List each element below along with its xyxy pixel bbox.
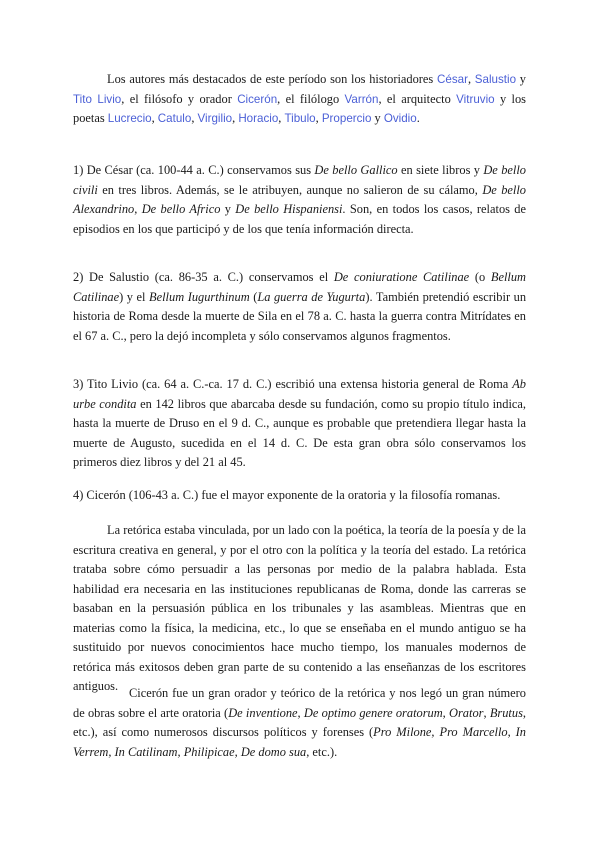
link-cesar[interactable]: César <box>437 73 468 86</box>
intro-text: , <box>467 72 475 86</box>
paragraph-retorica <box>73 521 526 697</box>
intro-text: , <box>232 111 239 125</box>
text: 2) De Salustio (ca. 86-35 a. C.) conservamos el <box>73 270 334 284</box>
work-title: De bello civili <box>73 163 526 197</box>
link-lucrecio[interactable]: Lucrecio <box>107 112 152 125</box>
text: en tres libros. Además, se le atribuyen, aunque no salieron de su cálamo, <box>97 182 483 197</box>
work-title: Brutus <box>489 705 523 720</box>
link-tito-livio[interactable]: Tito Livio <box>73 92 122 106</box>
intro-text: y los poetas <box>73 91 526 125</box>
text: , <box>134 202 142 216</box>
work-title: De bello Africo <box>141 202 221 216</box>
work-title: De coniuratione Catilinae <box>333 270 470 284</box>
link-ciceron[interactable]: Cicerón <box>237 92 278 106</box>
text: 1) De César (ca. 100-44 a. C.) conservamos sus <box>73 163 315 177</box>
text: en siete libros y <box>397 163 484 177</box>
work-title: La guerra de Yugurta <box>257 289 366 304</box>
work-title: Bellum Catilinae <box>73 270 526 304</box>
link-salustio[interactable]: Salustio <box>474 73 517 86</box>
link-horacio[interactable]: Horacio <box>238 112 279 125</box>
work-title: Ab urbe condita <box>73 377 526 411</box>
text: ) y el <box>119 289 150 304</box>
link-varron[interactable]: Varrón <box>344 92 379 106</box>
work-title: Bellum Iugurthinum <box>149 289 250 304</box>
work-title: De bello Hispaniensi <box>235 202 343 216</box>
text: 3) Tito Livio (ca. 64 a. C.-ca. 17 d. C.) escribió una extensa historia general de Roma <box>73 377 513 391</box>
paragraph-ciceron-obras <box>73 684 526 762</box>
text: ( <box>249 289 258 304</box>
intro-text: y <box>371 111 384 125</box>
text: , <box>483 705 490 720</box>
link-propercio[interactable]: Propercio <box>321 112 372 125</box>
intro-text: y <box>516 72 526 86</box>
link-catulo[interactable]: Catulo <box>157 112 192 125</box>
intro-text: , <box>191 111 198 125</box>
intro-text: , el arquitecto <box>378 91 457 106</box>
link-virgilio[interactable]: Virgilio <box>197 112 233 125</box>
link-tibulo[interactable]: Tibulo <box>284 112 316 125</box>
paragraph-cesar <box>73 161 526 239</box>
text: 4) Cicerón (106-43 a. C.) fue el mayor exponente de la oratoria y la filosofía romanas. <box>73 488 501 502</box>
intro-paragraph <box>73 70 526 129</box>
intro-text: , <box>315 111 322 125</box>
intro-text: , <box>151 111 158 125</box>
work-title: De bello Gallico <box>314 163 398 177</box>
work-title: De inventione, De optimo genere oratorum, Orator <box>228 705 484 720</box>
link-ovidio[interactable]: Ovidio <box>383 112 417 125</box>
work-title: Pro Milone, Pro Marcello, In Verrem, In Catilinam, Philipicae, De domo sua <box>73 725 527 759</box>
text: y <box>220 202 236 216</box>
text: , etc.), así como numerosos discursos políticos y forenses ( <box>73 705 526 739</box>
text: La retórica estaba vinculada, por un lado con la poética, la teoría de la poesía y de la escritura creativa en general, y por el otro con la política y la teoría del estado. La retórica trataba sobre cómo persuadir a las personas por medio de la palabra hablada. Esta habilidad era necesaria en las instituciones republicanas de Roma, donde las carreras se basaban en la persuasión pública en los tribunales y las asambleas. Mientras que en materias como la física, la medicina, etc., lo que se enseñaba en el mundo antiguo se ha sustituido por nuevos conocimientos hace mucho tiempo, los manuales modernos de retórica más exitosos deben gran parte de su contenido a las enseñanzas de los escritores antiguos. <box>73 523 526 693</box>
link-vitruvio[interactable]: Vitruvio <box>456 92 495 106</box>
intro-text: , <box>278 111 285 125</box>
intro-text: . <box>416 111 420 125</box>
work-title: De bello Alexandrino <box>73 182 526 216</box>
paragraph-salustio <box>73 268 526 346</box>
text: (o <box>469 270 491 284</box>
text: Cicerón fue un gran orador y teórico de la retórica y nos legó un gran número de obras sobre el arte oratoria ( <box>73 686 526 720</box>
intro-text: Los autores más destacados de este período son los historiadores <box>107 72 437 86</box>
text: en 142 libros que abarcaba desde su fundación, como su propio título indica, hasta la muerte de Druso en el 9 d. C., aunque es probable que pretendiera llegar hasta la muerte de Augusto, sucedida en el 14 d. C. De esta gran obra sólo conservamos los primeros diez libros y del 21 al 45. <box>73 396 526 469</box>
text: . Son, en todos los casos, relatos de episodios en los que participó y de los que tenía información directa. <box>73 202 527 236</box>
paragraph-ciceron <box>73 486 526 506</box>
paragraph-tito-livio <box>73 375 526 473</box>
intro-text: , el filósofo y orador <box>121 91 238 106</box>
text: ). También pretendió escribir un historia de Roma desde la muerte de Sila en el 78 a. C. hasta la guerra contra Mitrídates en el 67 a. C., pero la dejó incompleta y sólo conservamos algunos fragmentos. <box>73 289 527 343</box>
text: , etc.). <box>306 744 338 759</box>
intro-text: , el filólogo <box>277 91 345 106</box>
